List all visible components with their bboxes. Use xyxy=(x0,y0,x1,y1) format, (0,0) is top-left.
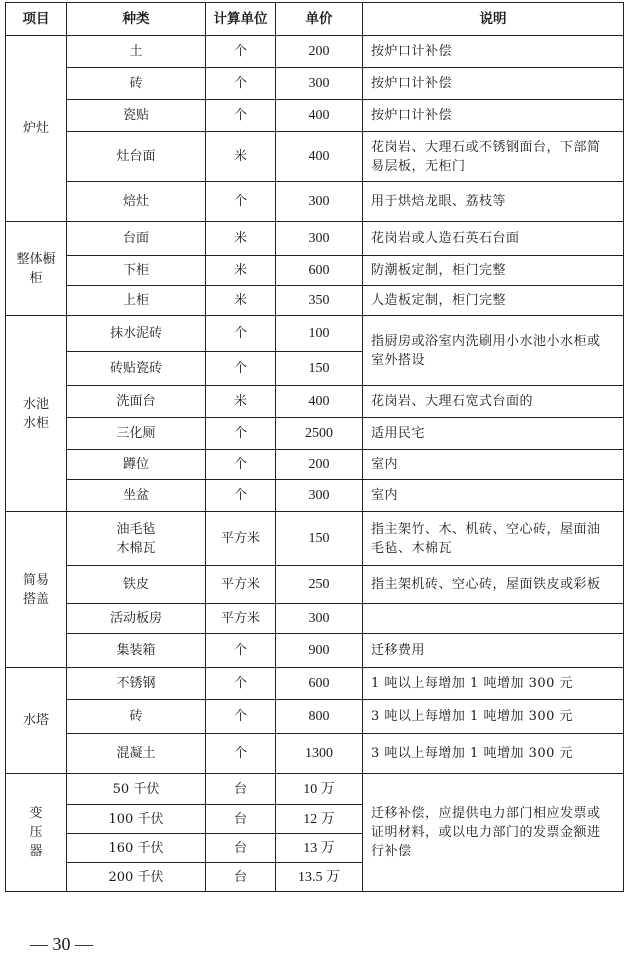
note-cell: 指厨房或浴室内洗刷用小水池小水柜或 室外搭设 xyxy=(363,316,624,386)
type-cell: 砖 xyxy=(67,68,206,100)
type-cell: 铁皮 xyxy=(67,566,206,604)
unit-cell: 个 xyxy=(206,100,276,132)
unit-cell: 个 xyxy=(206,634,276,668)
unit-cell: 台 xyxy=(206,863,276,892)
table-row xyxy=(6,68,624,100)
price-cell: 2500 xyxy=(276,418,363,450)
unit-cell: 个 xyxy=(206,480,276,512)
table-row xyxy=(6,634,624,668)
unit-cell: 个 xyxy=(206,668,276,700)
type-cell: 160 千伏 xyxy=(67,834,206,863)
unit-cell: 个 xyxy=(206,418,276,450)
table-row xyxy=(6,222,624,256)
price-cell: 300 xyxy=(276,68,363,100)
type-cell: 活动板房 xyxy=(67,604,206,634)
type-cell: 焙灶 xyxy=(67,182,206,222)
table-row xyxy=(6,668,624,700)
type-cell: 上柜 xyxy=(67,286,206,316)
unit-cell: 台 xyxy=(206,774,276,805)
unit-cell: 个 xyxy=(206,450,276,480)
price-cell: 300 xyxy=(276,182,363,222)
table-row xyxy=(6,566,624,604)
unit-cell: 米 xyxy=(206,256,276,286)
type-cell: 洗面台 xyxy=(67,386,206,418)
type-cell: 抹水泥砖 xyxy=(67,316,206,352)
type-cell: 三化厕 xyxy=(67,418,206,450)
type-cell: 200 千伏 xyxy=(67,863,206,892)
type-cell: 坐盆 xyxy=(67,480,206,512)
table-row xyxy=(6,182,624,222)
item-cell: 水塔 xyxy=(6,668,67,774)
table-row xyxy=(6,316,624,352)
header-item: 项目 xyxy=(6,3,67,36)
table-row xyxy=(6,450,624,480)
table-row xyxy=(6,734,624,774)
price-cell: 1300 xyxy=(276,734,363,774)
note-cell: 按炉口计补偿 xyxy=(363,68,624,100)
note-cell: 人造板定制，柜门完整 xyxy=(363,286,624,316)
note-cell xyxy=(363,604,624,634)
note-cell: 3 吨以上每增加 1 吨增加 300 元 xyxy=(363,734,624,774)
price-cell: 10 万 xyxy=(276,774,363,805)
note-cell: 防潮板定制，柜门完整 xyxy=(363,256,624,286)
price-cell: 600 xyxy=(276,256,363,286)
price-cell: 350 xyxy=(276,286,363,316)
table-row xyxy=(6,480,624,512)
table-row xyxy=(6,418,624,450)
unit-cell: 个 xyxy=(206,734,276,774)
unit-cell: 米 xyxy=(206,286,276,316)
unit-cell: 个 xyxy=(206,68,276,100)
table-row xyxy=(6,386,624,418)
type-cell: 油毛毡 木棉瓦 xyxy=(67,512,206,566)
type-cell: 不锈钢 xyxy=(67,668,206,700)
header-row xyxy=(6,3,624,36)
table-row xyxy=(6,512,624,566)
table-row xyxy=(6,36,624,68)
unit-cell: 个 xyxy=(206,182,276,222)
unit-cell: 米 xyxy=(206,386,276,418)
item-cell: 水池 水柜 xyxy=(6,316,67,512)
price-cell: 100 xyxy=(276,316,363,352)
item-cell: 变 压 器 xyxy=(6,774,67,892)
price-cell: 300 xyxy=(276,604,363,634)
unit-cell: 个 xyxy=(206,352,276,386)
note-cell: 花岗岩或人造石英石台面 xyxy=(363,222,624,256)
price-cell: 13 万 xyxy=(276,834,363,863)
table-row xyxy=(6,774,624,805)
table-row xyxy=(6,132,624,182)
price-cell: 400 xyxy=(276,132,363,182)
header-unit: 计算单位 xyxy=(206,3,276,36)
note-cell: 指主架竹、木、机砖、空心砖，屋面油 毛毡、木棉瓦 xyxy=(363,512,624,566)
note-cell: 迁移补偿，应提供电力部门相应发票或 证明材料，或以电力部门的发票金额进 行补偿 xyxy=(363,774,624,892)
price-cell: 200 xyxy=(276,450,363,480)
price-cell: 150 xyxy=(276,512,363,566)
note-cell: 3 吨以上每增加 1 吨增加 300 元 xyxy=(363,700,624,734)
note-cell: 1 吨以上每增加 1 吨增加 300 元 xyxy=(363,668,624,700)
price-cell: 800 xyxy=(276,700,363,734)
type-cell: 100 千伏 xyxy=(67,805,206,834)
price-cell: 300 xyxy=(276,222,363,256)
type-cell: 台面 xyxy=(67,222,206,256)
page-number: — 30 — xyxy=(30,934,93,954)
type-cell: 50 千伏 xyxy=(67,774,206,805)
note-cell: 室内 xyxy=(363,450,624,480)
header-note: 说明 xyxy=(363,3,624,36)
unit-cell: 平方米 xyxy=(206,512,276,566)
note-cell: 室内 xyxy=(363,480,624,512)
price-cell: 150 xyxy=(276,352,363,386)
price-cell: 200 xyxy=(276,36,363,68)
header-price: 单价 xyxy=(276,3,363,36)
unit-cell: 个 xyxy=(206,316,276,352)
item-cell: 整体橱 柜 xyxy=(6,222,67,316)
unit-cell: 米 xyxy=(206,222,276,256)
type-cell: 砖贴瓷砖 xyxy=(67,352,206,386)
table-row xyxy=(6,256,624,286)
unit-cell: 平方米 xyxy=(206,604,276,634)
unit-cell: 台 xyxy=(206,834,276,863)
table-row xyxy=(6,604,624,634)
note-cell: 花岗岩、大理石或不锈钢面台，下部简 易层板，无柜门 xyxy=(363,132,624,182)
price-cell: 13.5 万 xyxy=(276,863,363,892)
compensation-table xyxy=(5,2,624,892)
price-cell: 250 xyxy=(276,566,363,604)
type-cell: 蹲位 xyxy=(67,450,206,480)
unit-cell: 米 xyxy=(206,132,276,182)
note-cell: 指主架机砖、空心砖，屋面铁皮或彩板 xyxy=(363,566,624,604)
table-row xyxy=(6,286,624,316)
price-cell: 300 xyxy=(276,480,363,512)
unit-cell: 平方米 xyxy=(206,566,276,604)
type-cell: 下柜 xyxy=(67,256,206,286)
item-cell: 简易 搭盖 xyxy=(6,512,67,668)
note-cell: 按炉口计补偿 xyxy=(363,100,624,132)
type-cell: 混凝土 xyxy=(67,734,206,774)
unit-cell: 台 xyxy=(206,805,276,834)
note-cell: 适用民宅 xyxy=(363,418,624,450)
type-cell: 瓷贴 xyxy=(67,100,206,132)
type-cell: 灶台面 xyxy=(67,132,206,182)
header-type: 种类 xyxy=(67,3,206,36)
type-cell: 砖 xyxy=(67,700,206,734)
type-cell: 土 xyxy=(67,36,206,68)
price-cell: 900 xyxy=(276,634,363,668)
price-cell: 400 xyxy=(276,100,363,132)
note-cell: 迁移费用 xyxy=(363,634,624,668)
price-cell: 600 xyxy=(276,668,363,700)
note-cell: 用于烘焙龙眼、荔枝等 xyxy=(363,182,624,222)
price-cell: 12 万 xyxy=(276,805,363,834)
item-cell: 炉灶 xyxy=(6,36,67,222)
table-row xyxy=(6,700,624,734)
note-cell: 花岗岩、大理石宽式台面的 xyxy=(363,386,624,418)
note-cell: 按炉口计补偿 xyxy=(363,36,624,68)
table-row xyxy=(6,100,624,132)
type-cell: 集装箱 xyxy=(67,634,206,668)
price-cell: 400 xyxy=(276,386,363,418)
unit-cell: 个 xyxy=(206,700,276,734)
unit-cell: 个 xyxy=(206,36,276,68)
